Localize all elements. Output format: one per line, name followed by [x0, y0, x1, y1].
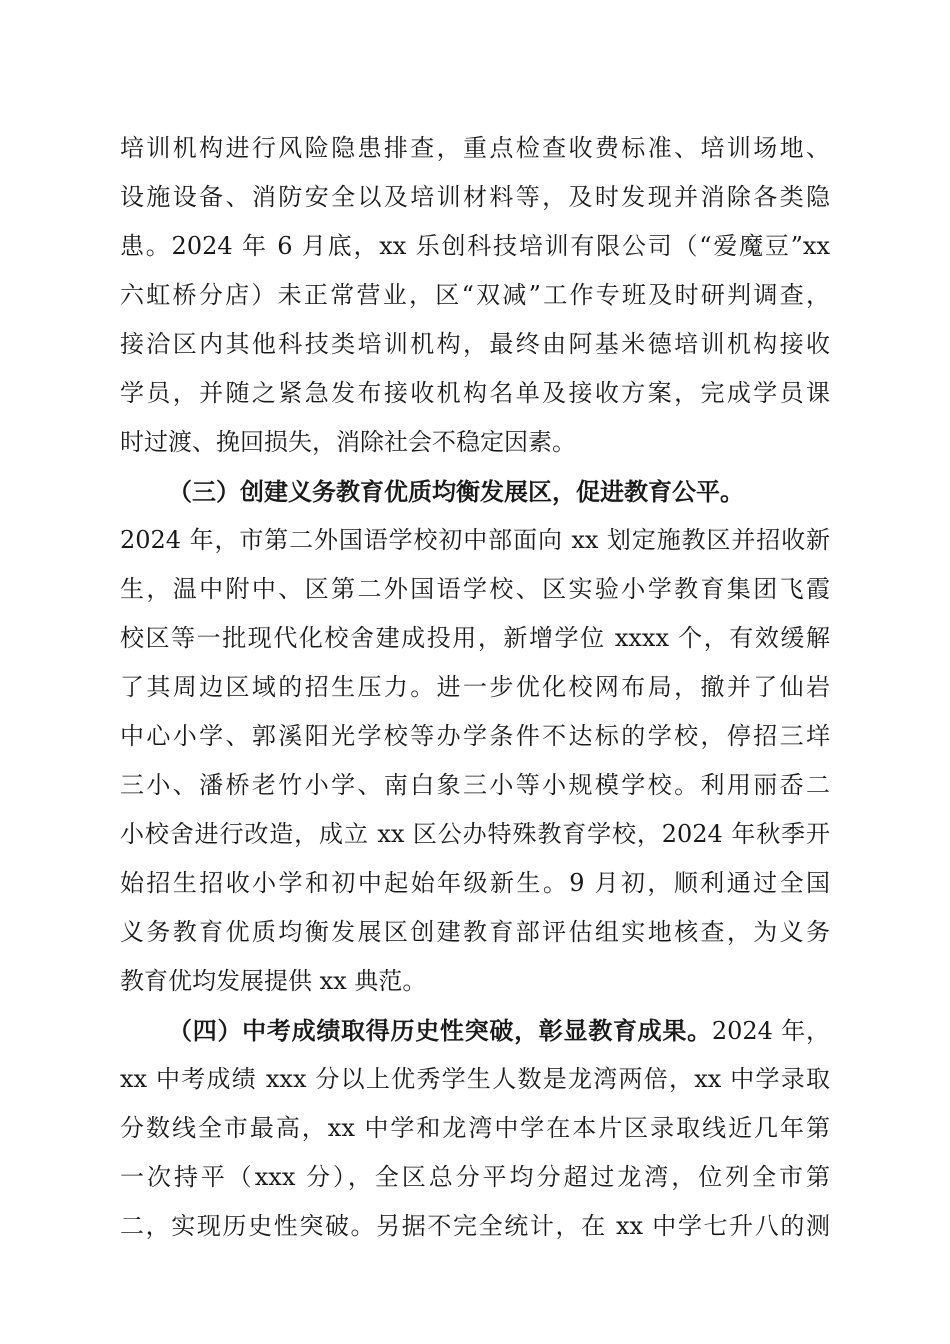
document-body	[120, 124, 830, 1251]
heading-tail-text: 2024 年，	[711, 1017, 830, 1045]
text-line: 小校舍进行改造，成立 xx 区公办特殊教育学校，2024 年秋季开	[120, 820, 830, 848]
text-line: 二，实现历史性突破。另据不完全统计，在 xx 中学七升八的测	[120, 1212, 830, 1240]
paragraph-exam-results	[120, 1006, 830, 1251]
text-line: 义务教育优质均衡发展区创建教育部评估组实地核查，为义务	[120, 918, 830, 946]
text-line: xx 中考成绩 xxx 分以上优秀学生人数是龙湾两倍，xx 中学录取	[120, 1065, 830, 1093]
text-line: 一次持平（xxx 分），全区总分平均分超过龙湾，位列全市第	[120, 1163, 830, 1191]
text-line: 校区等一批现代化校舍建成投用，新增学位 xxxx 个，有效缓解	[120, 624, 830, 652]
text-line: 学员，并随之紧急发布接收机构名单及接收方案，完成学员课	[120, 379, 830, 407]
text-line: 中心小学、郭溪阳光学校等办学条件不达标的学校，停招三垟	[120, 722, 830, 750]
text-line: 三小、潘桥老竹小学、南白象三小等小规模学校。利用丽岙二	[120, 771, 830, 799]
text-line: 接洽区内其他科技类培训机构，最终由阿基米德培训机构接收	[120, 330, 830, 358]
section-heading: （四）中考成绩取得历史性突破，彰显教育成果。	[168, 1016, 712, 1045]
text-line: 患。2024 年 6 月底，xx 乐创科技培训有限公司（“爱魔豆”xx	[120, 232, 830, 260]
paragraph-balanced-education	[120, 467, 830, 1006]
text-line: 时过渡、挽回损失，消除社会不稳定因素。	[120, 428, 576, 456]
text-line: 始招生招收小学和初中起始年级新生。9 月初，顺利通过全国	[120, 869, 830, 897]
paragraph-risk-inspection	[120, 124, 830, 467]
section-heading: （三）创建义务教育优质均衡发展区，促进教育公平。	[168, 477, 744, 506]
text-line: 生，温中附中、区第二外国语学校、区实验小学教育集团飞霞	[120, 575, 830, 603]
text-line: 了其周边区域的招生压力。进一步优化校网布局，撤并了仙岩	[120, 673, 830, 701]
text-line: 分数线全市最高，xx 中学和龙湾中学在本片区录取线近几年第	[120, 1114, 830, 1142]
text-line: 设施设备、消防安全以及培训材料等，及时发现并消除各类隐	[120, 183, 830, 211]
section-heading-line	[120, 1006, 830, 1055]
text-line: 六虹桥分店）未正常营业，区“双减”工作专班及时研判调查，	[120, 281, 830, 309]
text-line: 培训机构进行风险隐患排查，重点检查收费标准、培训场地、	[120, 134, 830, 162]
text-line: 教育优均发展提供 xx 典范。	[120, 967, 427, 995]
text-line: 2024 年，市第二外国语学校初中部面向 xx 划定施教区并招收新	[120, 526, 830, 554]
